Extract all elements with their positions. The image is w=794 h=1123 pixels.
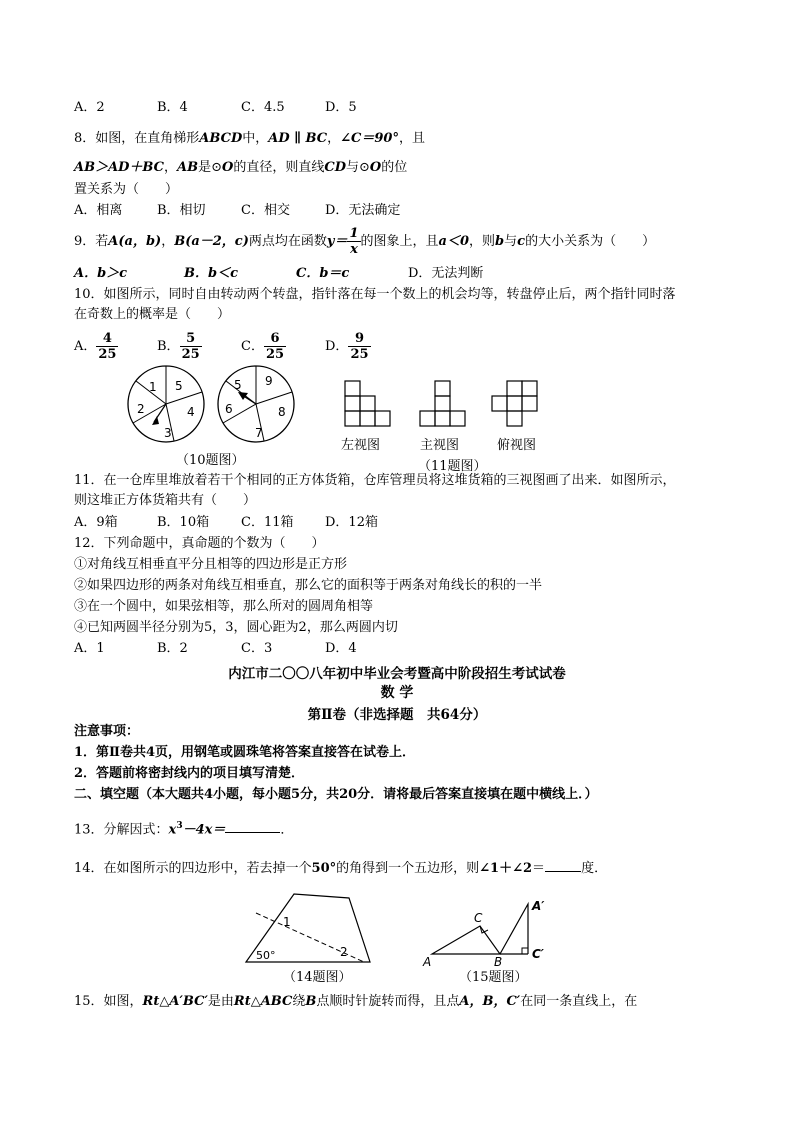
q11-options (74, 515, 378, 531)
fig15-triangles (422, 899, 545, 968)
q8-text: ，且 (398, 131, 425, 146)
q8-parallel: AD ∥ BC (268, 131, 328, 146)
fig15-label-b: B (494, 955, 503, 968)
q15-text: 是由 (207, 994, 234, 1009)
q14-sum: ∠1＋∠2 (479, 861, 533, 876)
q8-line2 (74, 160, 407, 176)
q9-text: ， (161, 234, 175, 249)
q15-text: 15．如图， (74, 994, 143, 1009)
q9-frac-num: 1 (349, 226, 359, 241)
q8-line1 (74, 131, 425, 147)
q8-option-b: B．相切 (157, 203, 206, 218)
q12-item: ①对角线互相垂直平分且相等的四边形是正方形 (74, 557, 348, 572)
q9-option-b: B．b＜c (184, 266, 238, 281)
q9-option-a: A．b＞c (74, 266, 128, 281)
fig15-label-c: C (474, 911, 483, 925)
q9-cond: a＜0 (438, 234, 470, 249)
q14-answer-blank[interactable] (545, 859, 581, 872)
fig15-label-a: A (423, 955, 432, 968)
q13-expr: －4x＝ (182, 822, 226, 838)
q9-option-d: D．无法判断 (408, 266, 484, 281)
q10-option-d (325, 328, 371, 366)
view-front-label: 主视图 (420, 438, 460, 453)
q10-caption: （10题图） (176, 453, 245, 468)
q15-text: 在同一条直线上，在 (520, 994, 638, 1009)
q7-option-d: D．5 (325, 100, 357, 115)
notes-item: 2．答题前将密封线内的项目填写清楚． (74, 766, 305, 781)
q15-triangle-1: Rt△A′BC′ (142, 994, 208, 1009)
q12-stem: 12．下列命题中，真命题的个数为（ ） (74, 536, 325, 551)
q11-caption: （11题图） (418, 459, 487, 474)
q9-text: ，则 (469, 234, 496, 249)
q9-line1 (74, 226, 655, 258)
q8-text: ， (327, 131, 341, 146)
exam-title: 内江市二〇〇八年初中毕业会考暨高中阶段招生考试试卷 (228, 666, 566, 682)
notes-item: 1．第Ⅱ卷共4页，用钢笔或圆珠笔将答案直接答在试卷上． (74, 745, 416, 760)
q12-options (74, 641, 357, 657)
q9-text: 9．若 (74, 234, 109, 249)
q9-fraction (347, 226, 360, 257)
q15-text: 点顺时针旋转而得，且点 (316, 994, 460, 1009)
q9-text: 两点均在函数 (248, 234, 327, 249)
q13 (74, 818, 293, 838)
fig14-caption: （14题图） (283, 970, 352, 985)
q13-text: ． (280, 822, 294, 838)
q10-frac (348, 331, 370, 362)
q12-option-c: C．3 (241, 641, 273, 656)
q8-option-c: C．相交 (241, 203, 290, 218)
q8-text: 与⊙ (345, 160, 370, 175)
q10-frac-den: 25 (350, 347, 369, 362)
q12-option-b: B．2 (157, 641, 188, 656)
subject-title: 数 学 (380, 685, 414, 701)
q8-options (74, 203, 400, 219)
q10-option-b (157, 328, 241, 366)
view-front (420, 381, 465, 426)
q8-ab: AB (177, 160, 199, 175)
q13-exponent: 3 (176, 821, 183, 831)
q9-options (74, 266, 483, 282)
view-top-label: 俯视图 (497, 438, 537, 453)
q9-point-a: A(a，b) (108, 234, 162, 249)
q14 (74, 859, 607, 877)
q10-option-c (241, 328, 325, 366)
q13-expr: x (168, 822, 177, 838)
spinner-2-number: 7 (255, 426, 263, 440)
fig15-label-c-prime: C′ (532, 947, 544, 961)
fig14-quadrilateral (246, 894, 370, 962)
q10-option-letter: A． (74, 339, 97, 354)
q13-text: 13．分解因式： (74, 822, 169, 838)
q9-fn-y: y＝ (326, 234, 348, 249)
spinner-2-number: 5 (234, 378, 242, 392)
view-left-label: 左视图 (341, 438, 381, 453)
q9-point-b: B(a－2，c) (174, 234, 249, 249)
q10-line2: 在奇数上的概率是（ ） (74, 307, 231, 322)
q11-option-d: D．12箱 (325, 515, 378, 530)
q8-text: 8．如图，在直角梯形 (74, 131, 200, 146)
notes-title: 注意事项： (74, 724, 140, 739)
q9-text: 的大小关系为（ ） (525, 234, 656, 249)
q10-options (74, 328, 371, 366)
spinner-2-number: 8 (278, 405, 286, 419)
q14-text: ＝ (532, 861, 546, 876)
q10-frac-num: 4 (96, 331, 118, 347)
q12-item: ③在一个圆中，如果弦相等，那么所对的圆周角相等 (74, 599, 374, 614)
q11-line1: 11．在一仓库里堆放着若干个相同的正方体货箱，仓库管理员将这堆货箱的三视图画了出来．如图所示， (74, 473, 676, 488)
q15-text: 绕 (292, 994, 306, 1009)
fig14-15 (236, 886, 556, 968)
q8-text: 是⊙ (198, 160, 223, 175)
spinner-2 (218, 366, 294, 442)
q8-text: 中， (242, 131, 269, 146)
spinner-1-number: 4 (187, 405, 195, 419)
q11-option-c: C．11箱 (241, 515, 294, 530)
q14-text: 的角得到一个五边形，则 (336, 861, 480, 876)
fig14-label-50: 50° (256, 949, 276, 962)
q10-option-letter: D． (325, 339, 349, 354)
q10-frac-num: 6 (264, 331, 286, 347)
q8-option-d: D．无法确定 (325, 203, 401, 218)
q15-point-b: B (305, 994, 317, 1009)
q10-line1: 10．如图所示，同时自由转动两个转盘，指针落在每一个数上的机会均等，转盘停止后，两个指针同时落 (74, 287, 676, 302)
q9-c: c (517, 234, 526, 249)
q12-option-d: D．4 (325, 641, 357, 656)
q7-option-a: A．2 (74, 100, 105, 115)
q14-text: 14．在如图所示的四边形中，若去掉一个 (74, 861, 312, 876)
q8-o: O (369, 160, 382, 175)
spinner-1-number: 1 (149, 380, 157, 394)
fig15-label-a-prime: A′ (532, 899, 545, 913)
q11-option-b: B．10箱 (157, 515, 210, 530)
q10-frac-den: 25 (181, 347, 200, 362)
q8-abcd: ABCD (199, 131, 243, 146)
q10-frac (264, 331, 286, 362)
q9-b: b (495, 234, 505, 249)
view-left (345, 381, 390, 426)
q9-text: 与 (504, 234, 518, 249)
q10-frac (96, 331, 118, 362)
q7-options (74, 100, 357, 116)
q14-text: 度． (581, 861, 608, 876)
q11-option-a: A．9箱 (74, 515, 118, 530)
spinner-1-number: 5 (175, 379, 183, 393)
q8-cd: CD (324, 160, 346, 175)
fig14-label-2: 2 (340, 945, 348, 959)
q8-condition: AB＞AD＋BC (74, 160, 165, 175)
q10-frac-den: 25 (265, 347, 285, 362)
spinner-2-number: 6 (225, 402, 233, 416)
q10-frac-den: 25 (98, 347, 117, 362)
q9-text: 的图象上，且 (360, 234, 439, 249)
spinner-1-number: 2 (137, 402, 145, 416)
q10-frac (180, 331, 202, 362)
q11-line2: 则这堆正方体货箱共有（ ） (74, 493, 257, 508)
q10-option-a (74, 328, 157, 366)
q8-angle-c: ∠C＝90° (340, 131, 399, 146)
spinner-1-number: 3 (164, 426, 172, 440)
q8-line3: 置关系为（ ） (74, 182, 179, 197)
q8-text: ， (164, 160, 178, 175)
q10-frac-num: 9 (348, 331, 370, 347)
section-title: 二、填空题（本大题共4小题，每小题5分，共20分．请将最后答案直接填在题中横线上．） (74, 787, 598, 802)
q8-option-a: A．相离 (74, 203, 123, 218)
q8-text: 的直径，则直线 (233, 160, 325, 175)
spinner-2-number: 9 (265, 374, 273, 388)
fig15-caption: （15题图） (459, 970, 528, 985)
q15 (74, 994, 637, 1010)
q13-answer-blank[interactable] (225, 820, 280, 833)
q15-points: A，B，C′ (459, 994, 521, 1009)
q12-option-a: A．1 (74, 641, 105, 656)
q14-angle: 50° (311, 861, 337, 876)
q10-option-letter: C． (241, 339, 264, 354)
q8-o: O (222, 160, 234, 175)
q10-frac-num: 5 (180, 331, 202, 347)
q11-figure (338, 378, 553, 430)
q12-item: ②如果四边形的两条对角线互相垂直，那么它的面积等于两条对角线长的积的一半 (74, 578, 543, 593)
q12-item: ④已知两圆半径分别为5，3，圆心距为2，那么两圆内切 (74, 620, 398, 635)
q9-option-c: C．b＝c (296, 266, 350, 281)
q10-figure (120, 362, 320, 452)
fig14-label-1: 1 (283, 915, 291, 929)
volume-title: 第Ⅱ卷（非选择题 共64分） (307, 707, 487, 723)
q8-text: 的位 (381, 160, 408, 175)
q15-triangle-2: Rt△ABC (233, 994, 293, 1009)
q9-frac-den: x (350, 242, 358, 257)
view-top (492, 381, 537, 426)
q7-option-c: C．4.5 (241, 100, 285, 115)
q10-option-letter: B． (157, 339, 180, 354)
q7-option-b: B．4 (157, 100, 188, 115)
spinner-1 (128, 366, 204, 442)
